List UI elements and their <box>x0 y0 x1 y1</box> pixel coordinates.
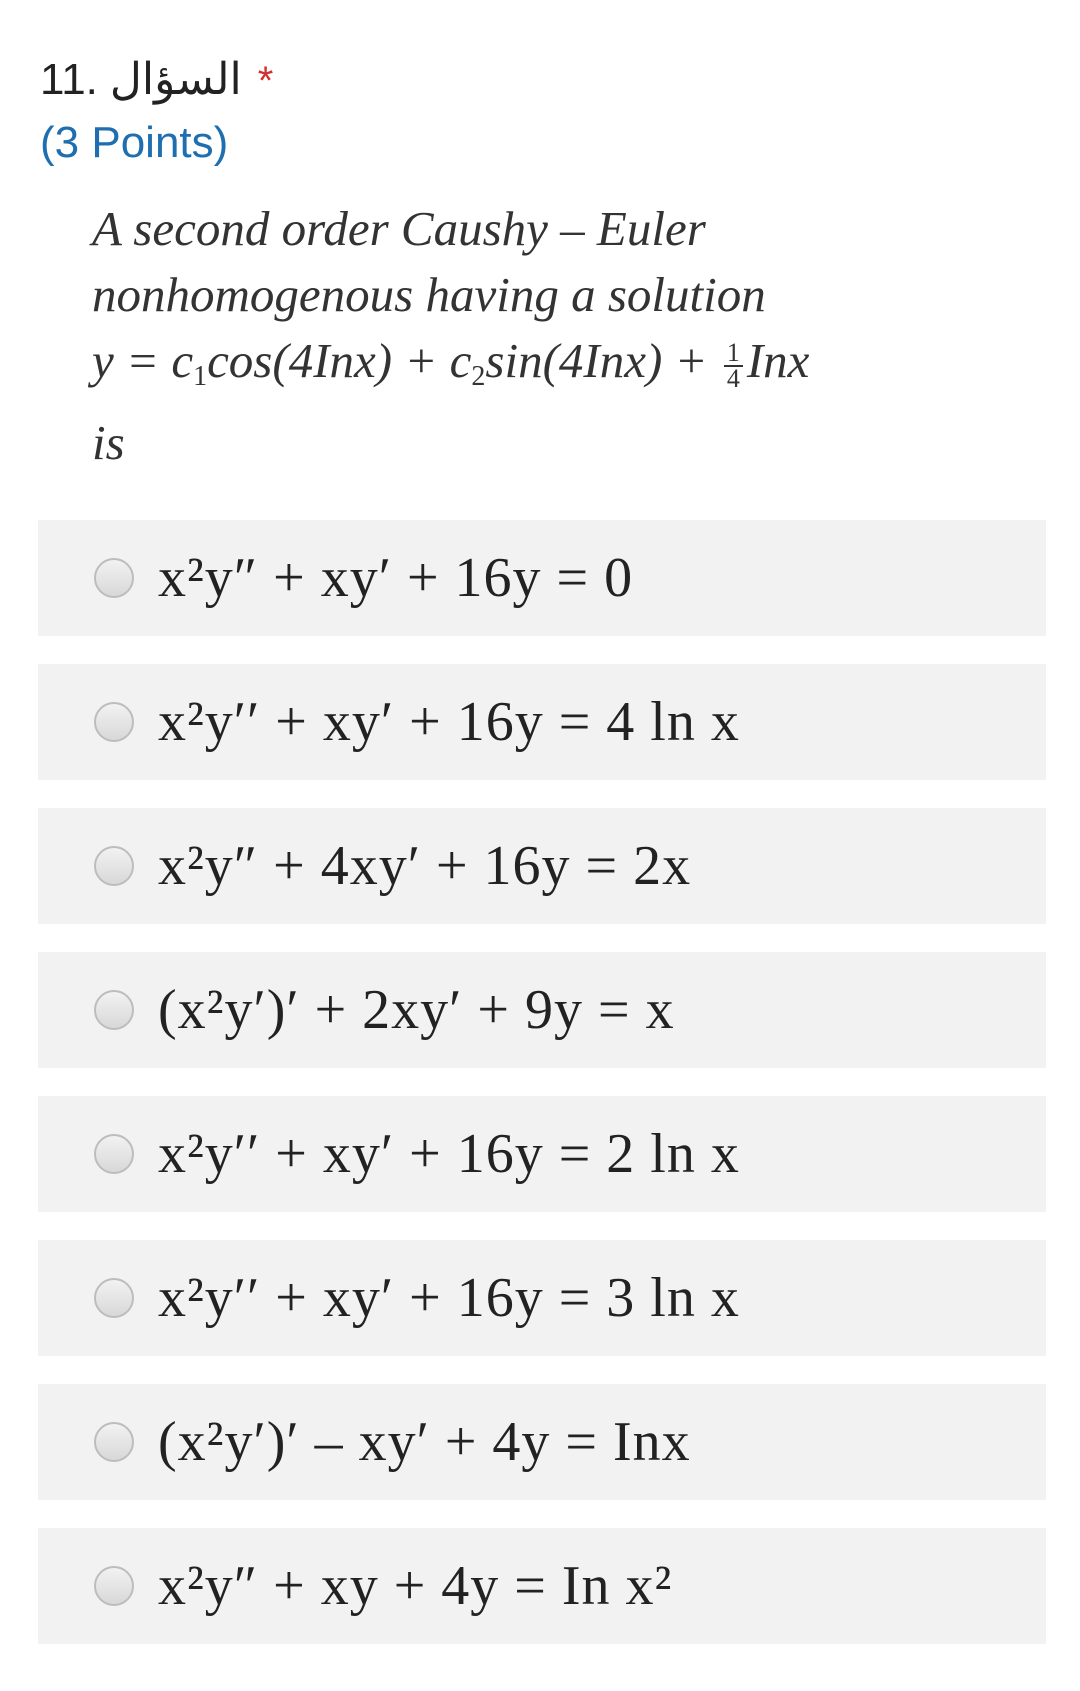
answer-option[interactable] <box>38 1096 1046 1212</box>
answer-option[interactable] <box>38 1384 1046 1500</box>
option-label: x²y″ + xy′ + 16y = 0 <box>158 547 634 609</box>
question-number: 11. <box>40 55 98 104</box>
option-label: x²y″ + 4xy′ + 16y = 2x <box>158 835 692 897</box>
answer-options <box>38 520 1046 1672</box>
fraction: $\frac{1}{4}$ <box>724 341 743 391</box>
answer-option[interactable] <box>38 1528 1046 1644</box>
question-label: السؤال <box>109 55 242 104</box>
radio-button[interactable] <box>94 846 134 886</box>
option-label: x²y′′ + xy′ + 16y = 2 ln x <box>158 1123 740 1185</box>
radio-button[interactable] <box>94 1566 134 1606</box>
option-label: (x²y′)′ – xy′ + 4y = Inx <box>158 1411 691 1473</box>
answer-option[interactable] <box>38 520 1046 636</box>
answer-option[interactable] <box>38 952 1046 1068</box>
question-text-line: is <box>92 415 125 470</box>
question-text-line: nonhomogenous having a solution <box>92 267 766 322</box>
answer-option[interactable] <box>38 1240 1046 1356</box>
required-marker: * <box>257 59 274 103</box>
question-points: (3 Points) <box>40 118 229 167</box>
answer-option[interactable] <box>38 808 1046 924</box>
radio-button[interactable] <box>94 1278 134 1318</box>
option-label: x²y′′ + xy′ + 16y = 3 ln x <box>158 1267 740 1329</box>
solution-formula: $y = c_1\cos(4Inx) + c_2\sin(4Inx)$ + $\frac{1}{4}$ Inx <box>92 333 810 393</box>
radio-button[interactable] <box>94 990 134 1030</box>
radio-button[interactable] <box>94 1134 134 1174</box>
question-title <box>40 52 273 109</box>
radio-button[interactable] <box>94 702 134 742</box>
option-label: x²y″ + xy + 4y = In x² <box>158 1555 673 1617</box>
radio-button[interactable] <box>94 1422 134 1462</box>
question-text-line: A second order Caushy – Euler <box>92 201 706 256</box>
option-label: (x²y′)′ + 2xy′ + 9y = x <box>158 979 675 1041</box>
answer-option[interactable] <box>38 664 1046 780</box>
question-text <box>92 196 1032 476</box>
radio-button[interactable] <box>94 558 134 598</box>
option-label: x²y′′ + xy′ + 16y = 4 ln x <box>158 691 740 753</box>
question-header <box>40 52 273 171</box>
